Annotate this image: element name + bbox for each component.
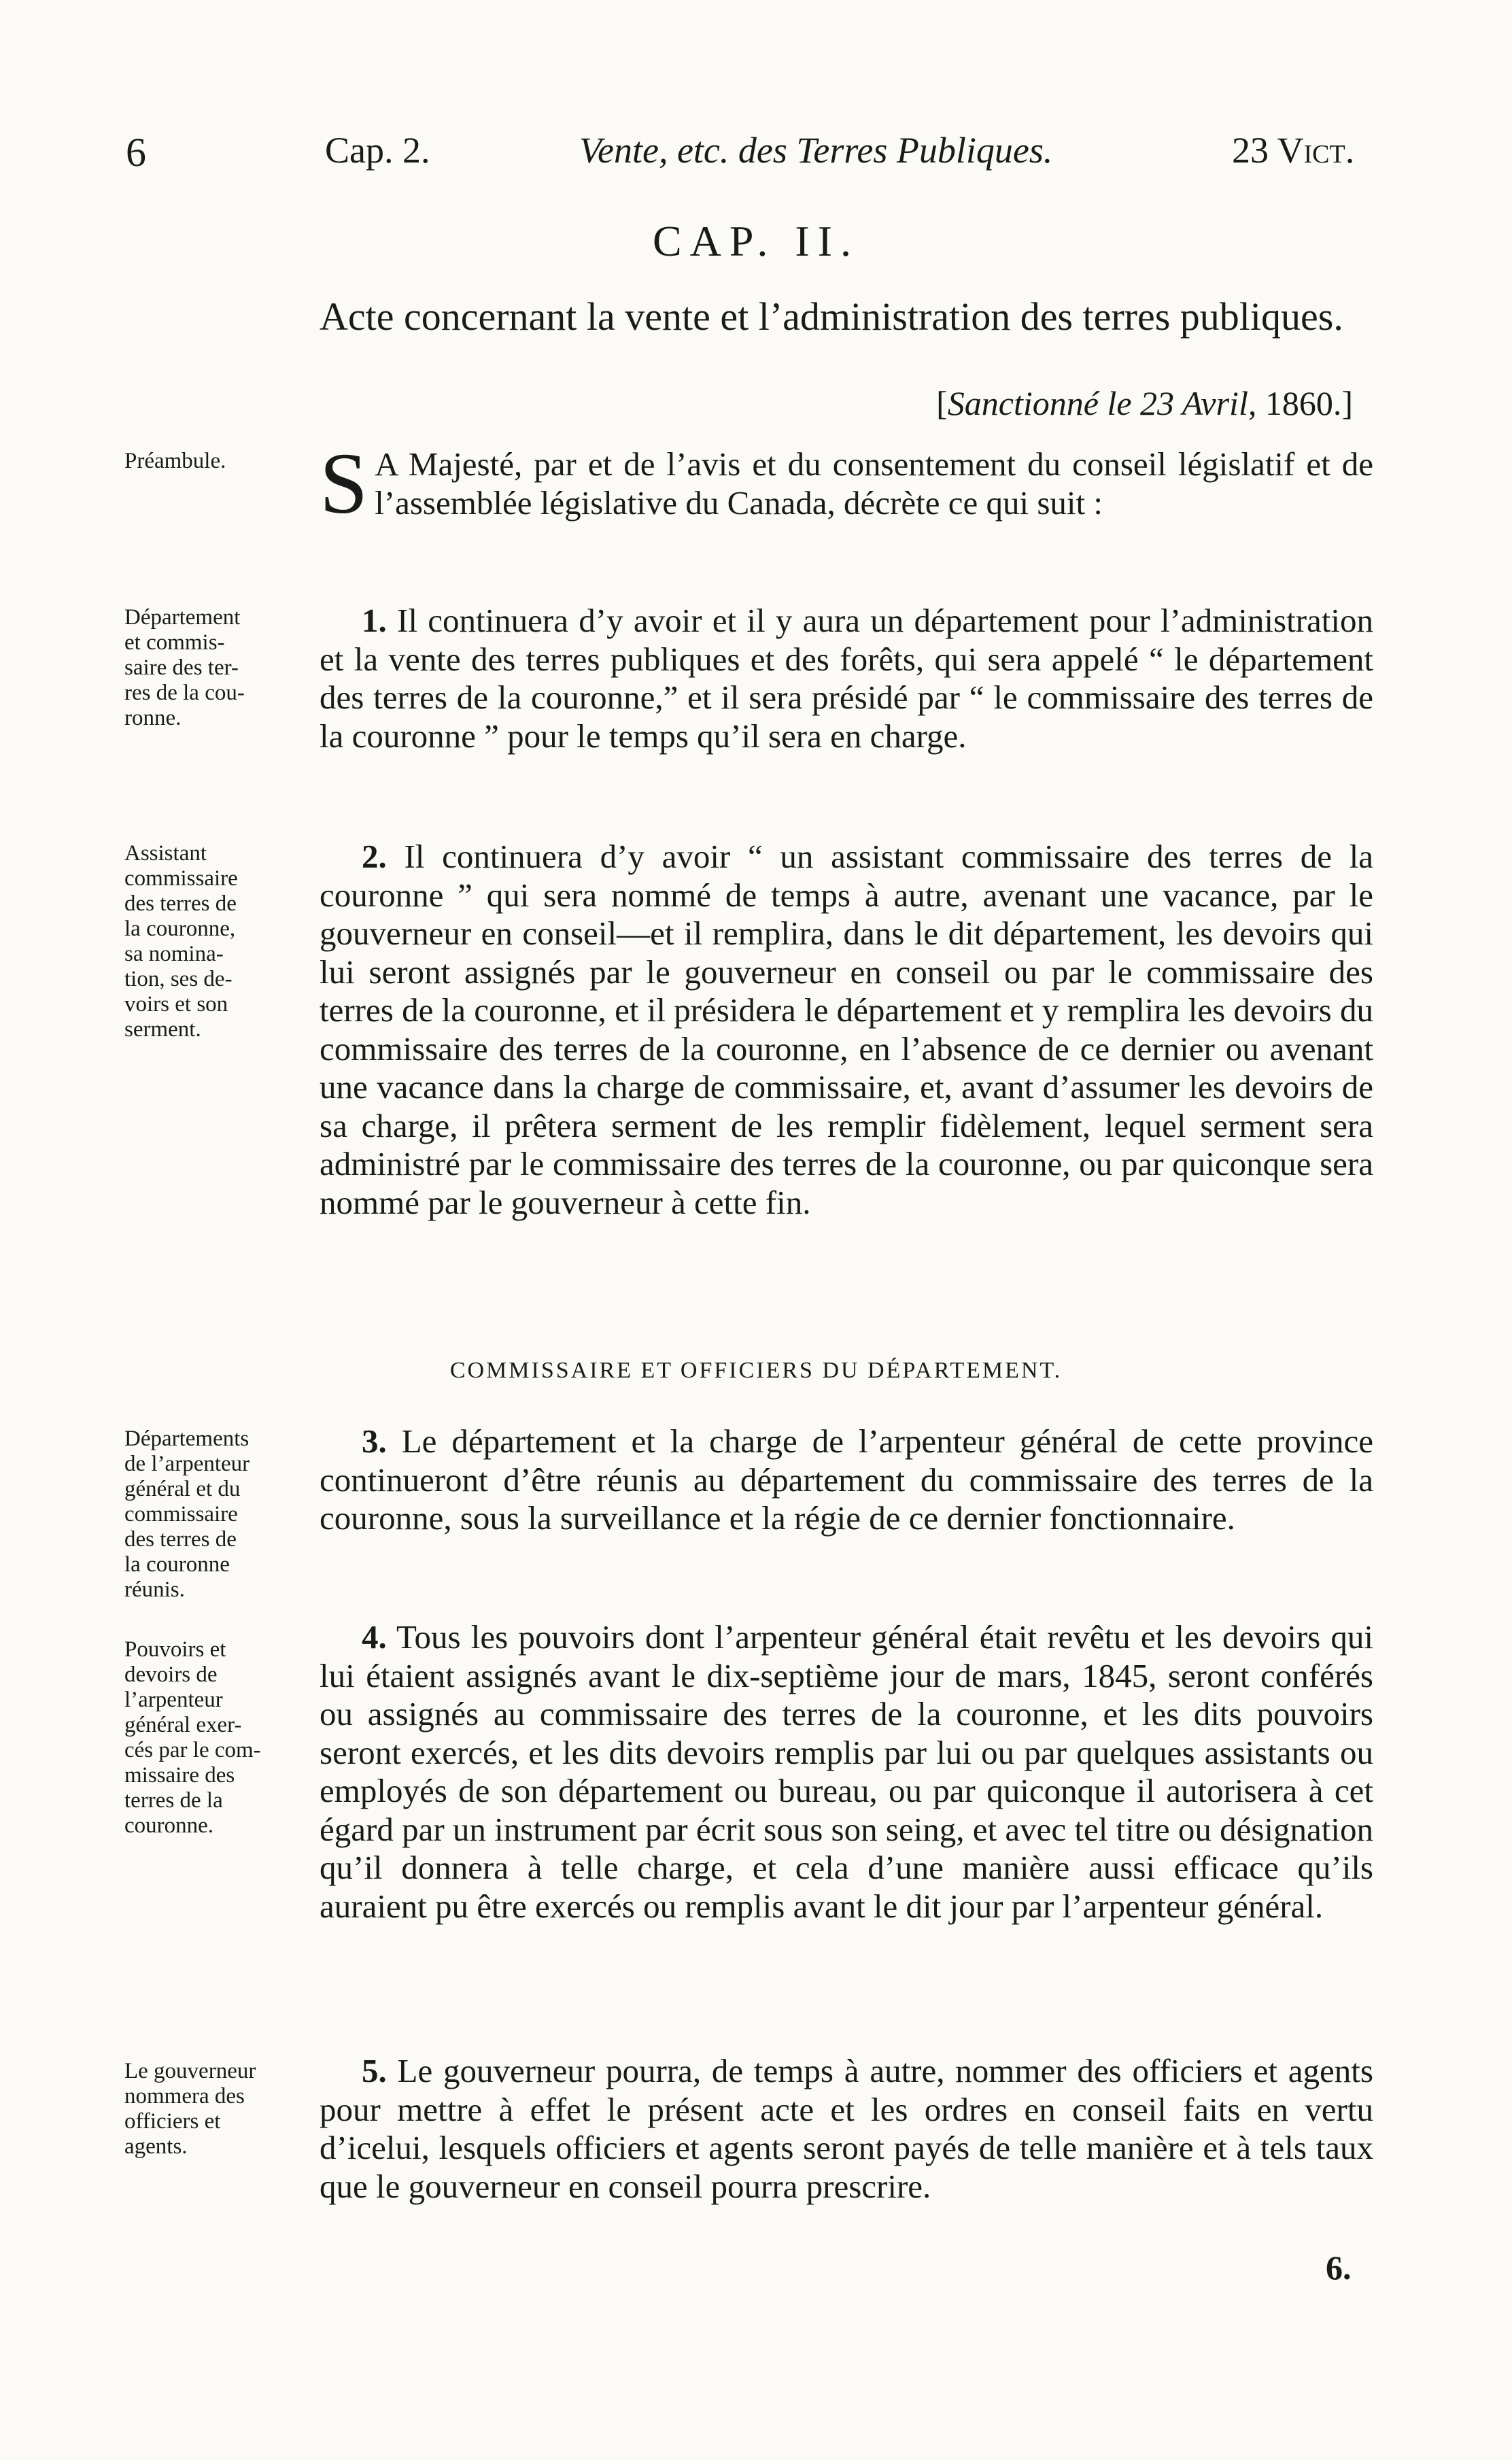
section-text: Le gouverneur pourra, de temps à autre, nommer des officiers et agents pour mettre à effet le présent acte et les ordres en conseil faits en vertu d’icelui, lesquels officiers et agents seront payés de telle manière et à tels taux que le gouverneur en conseil pourra prescrire. [320, 2052, 1373, 2205]
section-number: 5. [362, 2052, 387, 2089]
sanction-date [809, 383, 1353, 423]
act-title: Acte concernant la vente et l’administration des terres publiques. [320, 294, 1343, 339]
section-2-paragraph [320, 838, 1373, 1222]
margin-note-section-4: Pouvoirs et devoirs de l’arpenteur général exer- cés par le com- missaire des terres de la couronne. [124, 1637, 261, 1838]
margin-note-section-1: Département et commis- saire des ter- res de la cou- ronne. [124, 605, 245, 730]
section-number: 1. [362, 602, 387, 639]
margin-note-section-2: Assistant commissaire des terres de la couronne, sa nomina- tion, ses de- voirs et son serment. [124, 841, 238, 1042]
sanction-year: 1860.] [1256, 384, 1353, 422]
running-head [0, 129, 1512, 184]
chapter-heading: CAP. II. [652, 217, 860, 265]
margin-note-section-5: Le gouverneur nommera des officiers et agents. [124, 2059, 256, 2159]
preamble-text: A Majesté, par et de l’avis et du consentement du conseil législatif et de l’assemblée législative du Canada, décrète ce qui suit : [375, 445, 1373, 522]
preamble-paragraph [320, 435, 1373, 532]
section-text: Tous les pouvoirs dont l’arpenteur général était revêtu et les devoirs qui lui étaient assignés avant le dix-septième jour de mars, 1845, seront conférés ou assignés au commissaire des terres de la couronne, et les dits pouvoirs seront exercés, et les dits devoirs remplis par lui ou par quelques assistants ou employés de son département ou bureau, ou par quiconque il autorisera à cet égard par un instrument par écrit sous son seing, et avec tel titre ou désignation qu’il donnera à telle charge, et cela d’une manière aussi efficace qu’ils auraient pu être exercés ou remplis avant le dit jour par l’arpenteur général. [320, 1618, 1373, 1925]
section-number: 2. [362, 838, 387, 875]
regnal-year: 23 Vict. [1232, 130, 1355, 171]
running-chapter: Cap. 2. [325, 130, 430, 171]
catchword: 6. [1326, 2249, 1352, 2287]
section-3-paragraph [320, 1422, 1373, 1538]
sanction-open-bracket: [ [936, 384, 948, 422]
section-5-paragraph [320, 2052, 1373, 2206]
running-title: Vente, etc. des Terres Publiques. [579, 130, 1053, 171]
section-text: Il continuera d’y avoir et il y aura un département pour l’administration et la vente des terres publiques et des forêts, qui sera appelé “ le département des terres de la couronne,” et il sera présidé par “ le commissaire des terres de la couronne ” pour le temps qu’il sera en charge. [320, 602, 1373, 755]
section-text: Il continuera d’y avoir “ un assistant commissaire des terres de la couronne ” qui sera nommé de temps à autre, avenant une vacance, par le gouverneur en conseil—et il remplira, dans le dit département, les devoirs qui lui seront assignés par le gouverneur en conseil ou par le commissaire des terres de la couronne, et il présidera le département et y remplira les devoirs du commissaire des terres de la couronne, en l’absence de ce dernier ou avenant une vacance dans la charge de commissaire, et, avant d’assumer les devoirs de sa charge, il prêtera serment de les remplir fidèlement, lequel serment sera administré par le commissaire des terres de la couronne, ou par quiconque sera nommé par le gouverneur à cette fin. [320, 838, 1373, 1221]
sanction-text: Sanctionné le 23 Avril, [947, 384, 1257, 422]
page-number: 6 [126, 130, 146, 175]
section-4-paragraph [320, 1618, 1373, 1926]
margin-note-preamble: Préambule. [124, 449, 226, 473]
drop-cap: S [320, 435, 368, 532]
section-number: 4. [362, 1618, 387, 1656]
margin-note-section-3: Départements de l’arpenteur général et du commissaire des terres de la couronne réunis. [124, 1427, 250, 1602]
section-number: 3. [362, 1422, 387, 1460]
section-heading: COMMISSAIRE ET OFFICIERS DU DÉPARTEMENT. [449, 1358, 1063, 1383]
section-1-paragraph [320, 602, 1373, 755]
section-text: Le département et la charge de l’arpenteur général de cette province continueront d’être réunis au département du commissaire des terres de la couronne, sous la surveillance et la régie de ce dernier fonctionnaire. [320, 1422, 1373, 1537]
